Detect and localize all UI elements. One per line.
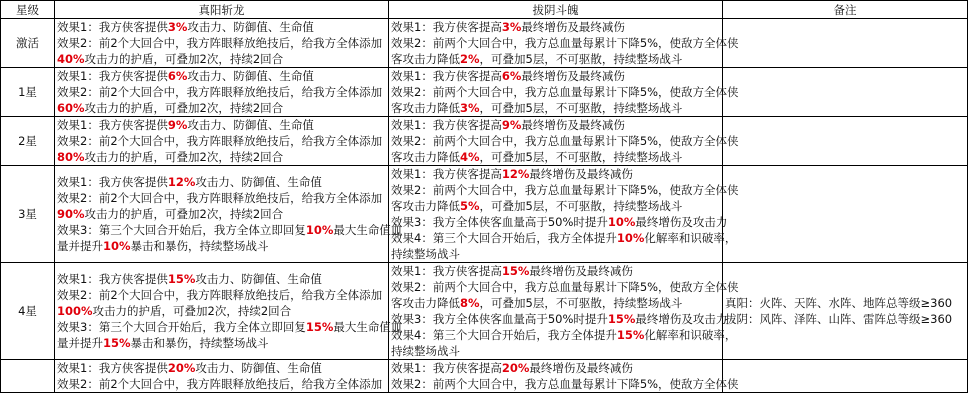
effect-value: 80% [57, 150, 85, 164]
table-row [1, 117, 968, 166]
effect-text: 效果2：前2个大回合中，我方阵眼释放绝技后，给我方全体添加 [57, 191, 383, 205]
effect-value: 10% [305, 223, 334, 237]
effect-text: 客攻击力降低 [391, 101, 460, 115]
effect-line [391, 214, 728, 230]
effect-line [391, 133, 739, 149]
effect-text: ，可叠加5层，不可驱散，持续整场战斗 [479, 101, 683, 115]
table-row [1, 360, 968, 393]
bayin-effect-cell [389, 117, 739, 166]
effect-value: 6% [167, 69, 188, 83]
effect-line [57, 19, 386, 35]
effect-text: 效果1：我方侠客提供 [57, 20, 168, 34]
effect-text: 效果2：前两个大回合中，我方总血量每累计下降5%，使敌方全体侠 [391, 85, 739, 99]
effect-line [57, 100, 386, 116]
effect-line [391, 279, 739, 295]
effect-value: 60% [57, 101, 85, 115]
effect-line [391, 343, 720, 359]
effect-text: 效果1：我方侠客提高 [391, 20, 502, 34]
effect-line [57, 271, 386, 287]
effect-value: 20% [501, 361, 530, 375]
effect-value: 90% [57, 207, 85, 221]
effect-line [391, 376, 739, 392]
star-level-cell: 3星 [1, 166, 55, 263]
effect-value: 15% [305, 320, 334, 334]
effect-text: 客攻击力降低 [391, 52, 460, 66]
effect-text: 化解率和识破率， [644, 231, 737, 245]
effect-value: 12% [501, 167, 530, 181]
effect-value: 3% [167, 20, 188, 34]
effect-text: 攻击力、防御值、生命值 [195, 175, 322, 189]
effect-text: 暴击和暴伤，持续整场战斗 [130, 336, 269, 350]
zhenyang-effect-cell [55, 360, 389, 393]
effect-text: 化解率和识破率， [644, 328, 737, 342]
effect-line [57, 335, 386, 351]
effect-text: 效果1：我方侠客提高 [391, 69, 502, 83]
effect-value: 6% [501, 69, 522, 83]
header-note: 备注 [723, 1, 968, 19]
effect-line [57, 51, 386, 67]
effect-value: 15% [501, 264, 530, 278]
bayin-effect-cell [389, 166, 739, 263]
effect-text: 最终增伤及攻击力 [635, 312, 728, 326]
effect-text: 量并提升 [57, 239, 103, 253]
effect-value: 10% [616, 231, 645, 245]
effect-value: 3% [501, 20, 522, 34]
effect-value: 100% [57, 304, 93, 318]
effect-text: 效果1：我方侠客提供 [57, 118, 168, 132]
effect-line [725, 295, 965, 311]
effect-value: 8% [460, 296, 480, 310]
effect-line [57, 238, 386, 254]
effect-text: 效果1：我方侠客提高 [391, 361, 502, 375]
note-cell [723, 263, 968, 360]
effect-value: 9% [167, 118, 188, 132]
effect-line [57, 206, 386, 222]
effect-text: ，可叠加5层，不可驱散，持续整场战斗 [479, 150, 683, 164]
effect-line [391, 100, 720, 116]
effect-line [57, 376, 386, 392]
effect-value: 20% [167, 361, 196, 375]
effect-text: 最终增伤及最终减伤 [529, 361, 633, 375]
effect-line [391, 263, 720, 279]
effect-text: ，可叠加5层，不可驱散，持续整场战斗 [479, 296, 683, 310]
effect-text: 攻击力的护盾，可叠加2次，持续2回合 [84, 101, 284, 115]
bayin-effect-cell [389, 19, 739, 68]
effect-line [391, 68, 720, 84]
effect-line [57, 117, 386, 133]
effect-line [391, 295, 720, 311]
effect-line [391, 246, 720, 262]
effect-text: 效果2：前两个大回合中，我方总血量每累计下降5%，使敌方全体侠 [391, 377, 739, 391]
effect-text: 效果3：第三个大回合开始后，我方全体立即回复 [57, 320, 306, 334]
effect-line [57, 35, 386, 51]
header-star: 星级 [1, 1, 55, 19]
effect-text: 攻击力、防御值、生命值 [187, 118, 314, 132]
effect-value: 4% [460, 150, 480, 164]
effect-text: 攻击力的护盾，可叠加2次，持续2回合 [84, 52, 284, 66]
effect-text: 效果1：我方侠客提供 [57, 361, 168, 375]
effect-text: 效果1：我方侠客提高 [391, 264, 502, 278]
effect-text: 最终增伤及攻击力 [635, 215, 728, 229]
effect-line [57, 149, 386, 165]
effect-value: 10% [103, 239, 131, 253]
effect-text: 效果3：我方全体侠客血量高于50%时提升 [391, 312, 608, 326]
effect-value: 15% [103, 336, 131, 350]
zhenyang-effect-cell [55, 117, 389, 166]
effect-line [57, 190, 386, 206]
bayin-effect-cell [389, 68, 739, 117]
star-level-cell: 激活 [1, 19, 55, 68]
effect-text: 持续整场战斗 [391, 247, 460, 261]
effect-line [57, 222, 403, 238]
effect-text: 效果4：第三个大回合开始后，我方全体提升 [391, 231, 617, 245]
note-cell [723, 68, 968, 117]
table-row [1, 68, 968, 117]
effect-line [391, 311, 728, 327]
effect-text: 效果1：我方侠客提供 [57, 175, 168, 189]
effect-text: 客攻击力降低 [391, 150, 460, 164]
effect-text: 客攻击力降低 [391, 296, 460, 310]
effect-text: 效果1：我方侠客提供 [57, 69, 168, 83]
effect-text: 真阳：火阵、天阵、水阵、地阵总等级≥360 [725, 296, 953, 310]
effect-text: 攻击力、防御值、生命值 [195, 272, 322, 286]
effect-line [57, 133, 386, 149]
effect-text: 攻击力的护盾，可叠加2次，持续2回合 [84, 150, 284, 164]
effect-text: 攻击力、防御值、生命值 [187, 20, 314, 34]
effect-text: 效果1：我方侠客提高 [391, 167, 502, 181]
zhenyang-effect-cell [55, 19, 389, 68]
effect-text: 最终增伤及最终减伤 [529, 167, 633, 181]
effect-text: 效果1：我方侠客提供 [57, 272, 168, 286]
effect-text: 攻击力的护盾，可叠加2次，持续2回合 [84, 207, 284, 221]
star-level-cell: 1星 [1, 68, 55, 117]
effect-line [57, 287, 386, 303]
effect-line [391, 35, 739, 51]
effect-text: 最终增伤及最终减伤 [521, 69, 625, 83]
note-cell [723, 360, 968, 393]
effect-text: 拔阴：风阵、泽阵、山阵、雷阵总等级≥360 [725, 312, 953, 326]
effect-text: 最终增伤及最终减伤 [521, 20, 625, 34]
effect-text: 攻击力、防御值、生命值 [187, 69, 314, 83]
effect-value: 15% [616, 328, 645, 342]
effect-line [391, 51, 720, 67]
effect-line [391, 149, 720, 165]
effect-line [391, 117, 720, 133]
effect-text: 效果3：我方全体侠客血量高于50%时提升 [391, 215, 608, 229]
effect-text: 最终增伤及最终减伤 [529, 264, 633, 278]
bayin-effect-cell [389, 263, 739, 360]
star-level-cell [1, 360, 55, 393]
effect-value: 3% [460, 101, 480, 115]
effect-text: 效果2：前两个大回合中，我方总血量每累计下降5%，使敌方全体侠 [391, 134, 739, 148]
effect-value: 12% [167, 175, 196, 189]
effect-line [391, 198, 720, 214]
effect-value: 15% [607, 312, 636, 326]
effect-text: 暴击和暴伤，持续整场战斗 [130, 239, 269, 253]
effect-line [57, 303, 386, 319]
effect-text: 效果2：前两个大回合中，我方总血量每累计下降5%，使敌方全体侠 [391, 36, 739, 50]
effect-line [57, 68, 386, 84]
effect-text: 效果2：前2个大回合中，我方阵眼释放绝技后，给我方全体添加 [57, 288, 383, 302]
effect-line [57, 84, 386, 100]
header-row [1, 1, 968, 19]
effect-line [391, 360, 720, 376]
star-level-cell: 4星 [1, 263, 55, 360]
effect-text: 客攻击力降低 [391, 199, 460, 213]
table-row [1, 166, 968, 263]
table-row [1, 19, 968, 68]
effect-line [391, 230, 737, 246]
zhenyang-effect-cell [55, 166, 403, 263]
effect-line [57, 174, 386, 190]
effect-line [725, 311, 965, 327]
effect-text: 攻击力的护盾，可叠加2次，持续2回合 [92, 304, 292, 318]
note-cell [723, 117, 968, 166]
zhenyang-effect-cell [55, 68, 389, 117]
effect-text: 量并提升 [57, 336, 103, 350]
table-row [1, 263, 968, 360]
effect-text: 效果2：前2个大回合中，我方阵眼释放绝技后，给我方全体添加 [57, 85, 383, 99]
effect-line [57, 360, 386, 376]
header-zhenyang: 真阳斩龙 [55, 1, 389, 19]
effect-value: 15% [167, 272, 196, 286]
effect-value: 5% [460, 199, 480, 213]
effect-text: 效果1：我方侠客提高 [391, 118, 502, 132]
effect-text: ，可叠加5层，不可驱散，持续整场战斗 [479, 52, 683, 66]
effect-text: 最大生命值血 [333, 223, 403, 237]
effect-line [391, 19, 720, 35]
effect-text: 效果2：前2个大回合中，我方阵眼释放绝技后，给我方全体添加 [57, 134, 383, 148]
effect-text: ，可叠加5层，不可驱散，持续整场战斗 [479, 199, 683, 213]
effect-line [391, 182, 739, 198]
effect-value: 10% [607, 215, 636, 229]
effect-text: 持续整场战斗 [391, 344, 460, 358]
effect-text: 效果2：前两个大回合中，我方总血量每累计下降5%，使敌方全体侠 [391, 280, 739, 294]
effect-text: 攻击力、防御值、生命值 [195, 361, 322, 375]
effect-text: 效果2：前2个大回合中，我方阵眼释放绝技后，给我方全体添加 [57, 377, 383, 391]
star-level-cell: 2星 [1, 117, 55, 166]
note-cell [723, 19, 968, 68]
effect-line [391, 327, 737, 343]
effect-text: 效果4：第三个大回合开始后，我方全体提升 [391, 328, 617, 342]
zhenyang-effect-cell [55, 263, 403, 360]
bayin-effect-cell [389, 360, 739, 393]
effect-value: 2% [460, 52, 480, 66]
effect-line [391, 84, 739, 100]
note-cell [723, 166, 968, 263]
effect-text: 最大生命值血 [333, 320, 403, 334]
effect-value: 9% [501, 118, 522, 132]
effect-text: 效果3：第三个大回合开始后，我方全体立即回复 [57, 223, 306, 237]
effect-line [391, 166, 720, 182]
effect-text: 效果2：前2个大回合中，我方阵眼释放绝技后，给我方全体添加 [57, 36, 383, 50]
effect-text: 最终增伤及最终减伤 [521, 118, 625, 132]
effect-value: 40% [57, 52, 85, 66]
header-bayin: 拔阴斗魄 [389, 1, 723, 19]
effect-line [57, 319, 403, 335]
effect-text: 效果2：前两个大回合中，我方总血量每累计下降5%，使敌方全体侠 [391, 183, 739, 197]
